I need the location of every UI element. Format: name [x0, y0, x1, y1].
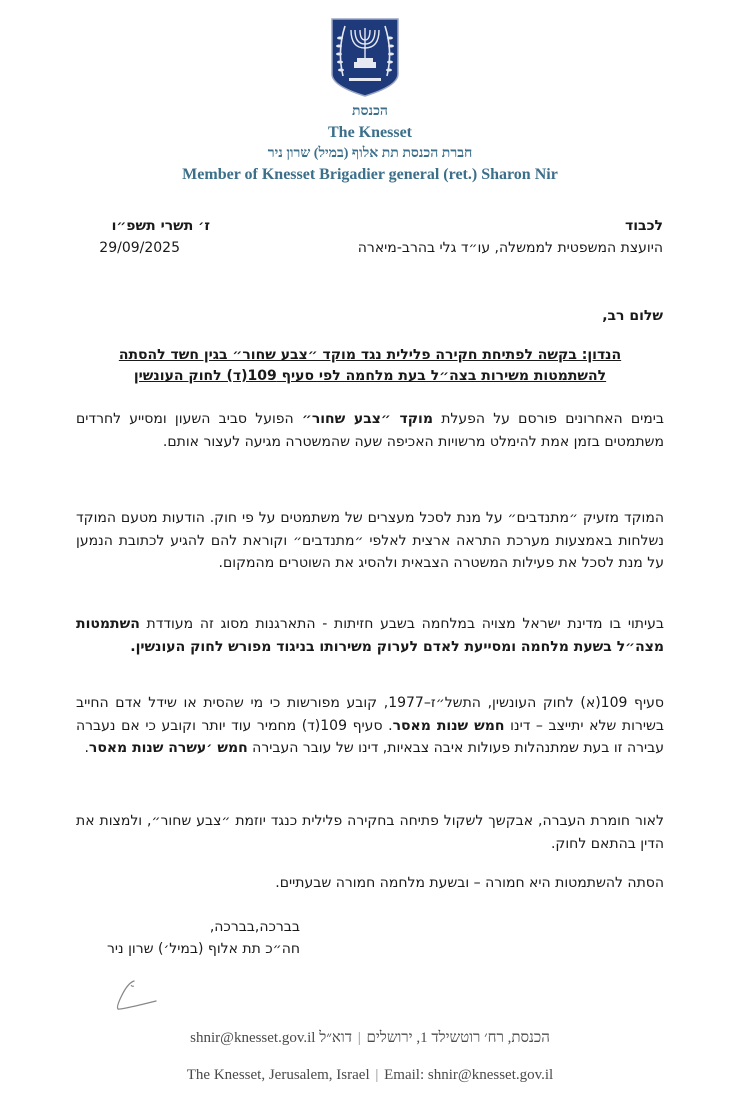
subject-heading — [76, 345, 664, 387]
letterhead-member-english: Member of Knesset Brigadier general (ret.) Sharon Nir — [182, 166, 558, 183]
footer-email-label-en: Email: — [384, 1067, 425, 1083]
footer-hebrew — [0, 1030, 740, 1047]
body-paragraph-4 — [76, 692, 664, 760]
recipient-label: לכבוד — [625, 218, 663, 234]
body-paragraph-6: הסתה להשתמטות היא חמורה – ובשעת מלחמה חמורה שבעתיים. — [275, 875, 664, 891]
footer-english — [0, 1067, 740, 1084]
footer-separator: | — [357, 1030, 361, 1046]
footer-email-link-en[interactable]: shnir@knesset.gov.il — [427, 1067, 554, 1083]
israel-emblem-icon — [329, 16, 401, 98]
letterhead-member-hebrew: חברת הכנסת תת אלוף (במיל) שרון ניר — [267, 146, 473, 161]
p1-bold: מוקד ״צבע שחור״ — [301, 411, 433, 427]
p4-bold-1: חמש שנות מאסר — [392, 717, 505, 734]
date-gregorian: 29/09/2025 — [99, 240, 180, 256]
date-hebrew: ז׳ תשרי תשפ״ו — [111, 218, 210, 234]
p4-text-a: סעיף 109(א) לחוק העונשין, התשל״ז–1977, קובע מפורשות כי מי שהסית או שידל אדם החייב בשירות שלא יתייצב – דינו — [76, 695, 664, 734]
body-paragraph-1 — [76, 408, 664, 453]
closing-salutation: בברכה,בברכה, — [209, 919, 300, 935]
p1-text-a: בימים האחרונים פורסם על הפעלת — [432, 411, 664, 427]
p4-text-e: . — [84, 740, 89, 756]
signature-icon — [108, 975, 168, 1015]
footer-email-label-he: דוא״ל — [319, 1030, 352, 1046]
greeting: שלום רב, — [602, 308, 663, 324]
signatory-name: חה״כ תת אלוף (במיל׳) שרון ניר — [107, 941, 300, 957]
p4-bold-2: חמש ׳עשרה שנות מאסר — [88, 740, 248, 756]
p3-bold: השתמטות מצה״ל בשעת מלחמה ומסייעת לאדם לערוק משירותו בניגוד מפורש לחוק העונשין. — [76, 616, 664, 655]
subject-line-1: הנדון: בקשה לפתיחת חקירה פלילית נגד מוקד ״צבע שחור״ בגין חשד להסתה — [118, 347, 622, 363]
p1-text-c: הפועל סביב השעון ומסייע לחרדים משתמטים בזמן אמת להימלט מרשויות האכיפה שעה שהמשטרה מגיעה לעצור אותם. — [76, 411, 664, 450]
footer-address-he: הכנסת, רח׳ רוטשילד 1, ירושלים — [366, 1030, 550, 1046]
p4-text-c: . סעיף 109(ד) מחמיר עוד יותר וקובע כי אם נעברה עבירה זו בעת שמתנהלות פעולות איבה צבאיות, דינו של עובר העבירה — [76, 717, 664, 756]
footer-separator-en: | — [375, 1067, 379, 1083]
closing-block — [107, 916, 300, 960]
body-paragraph-2: המוקד מזעיק ״מתנדבים״ על מנת לסכל מעצרים של משתמטים על פי חוק. הודעות מטעם המוקד נשלחות באמצעות מערכת התראה ארצית לאלפי ״מתנדבים״ וקוראת להם להגיע לכתובת הנמען על מנת לסכל את פעילות המשטרה הצבאית ולהסיג את השוטרים מהמקום. — [76, 510, 664, 571]
subject-line-2: להשתמטות משירות בצה״ל בעת מלחמה לפי סעיף 109(ד) לחוק העונשין — [133, 368, 607, 384]
footer-email-link-he[interactable]: shnir@knesset.gov.il — [190, 1030, 316, 1046]
recipient-name: היועצת המשפטית לממשלה, עו״ד גלי בהרב-מיארה — [357, 240, 663, 256]
letterhead-org-hebrew: הכנסת — [352, 104, 388, 119]
body-paragraph-5: לאור חומרת העברה, אבקשך לשקול פתיחה בחקירה פלילית כנגד יוזמת ״צבע שחור״, ולמצות את הדין בהתאם לחוק. — [76, 813, 664, 852]
footer-address-en: The Knesset, Jerusalem, Israel — [186, 1067, 370, 1083]
letterhead-org-english: The Knesset — [328, 124, 412, 141]
p3-text-a: בעיתוי בו מדינת ישראל מצויה במלחמה בשבע חזיתות - התארגנות מסוג זה מעודדת — [139, 616, 664, 632]
body-paragraph-3 — [76, 613, 664, 658]
